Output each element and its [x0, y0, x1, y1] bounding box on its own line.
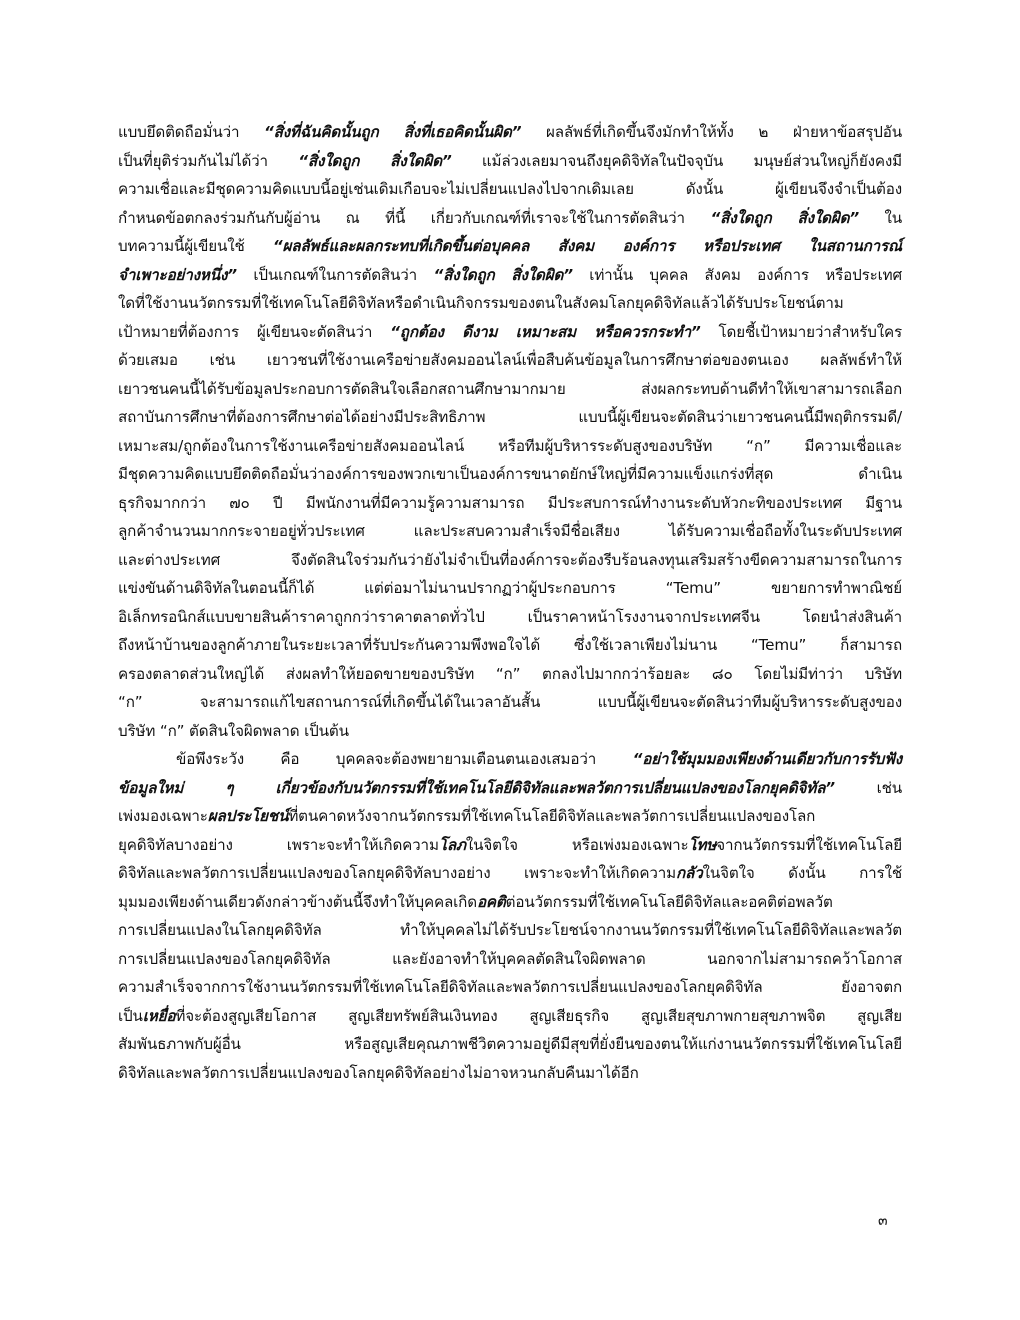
- text-line: [118, 859, 902, 888]
- page-number: ๓: [878, 1213, 888, 1229]
- text-line: [118, 147, 902, 176]
- text-line: [118, 1059, 902, 1088]
- text-line: [118, 289, 902, 318]
- document-body: [118, 118, 902, 1087]
- text-line: [118, 973, 902, 1002]
- emphasis-text: อคติ: [476, 892, 506, 911]
- body-text: ถึงหน้าบ้านของลูกค้าภายในระยะเวลาที่รับประกันความพึงพอใจได้ ซึ่งใช้เวลาเพียงไม่นาน “Temu” ก็สามารถ: [118, 636, 902, 654]
- body-text: อิเล็กทรอนิกส์แบบขายสินค้าราคาถูกกว่าราคาตลาดทั่วไป เป็นราคาหน้าโรงงานจากประเทศจีน โดยนำส่งสินค้า: [118, 607, 902, 626]
- body-text: ใน: [858, 208, 902, 227]
- body-text: บทความนี้ผู้เขียนใช้: [118, 237, 273, 255]
- body-text: การเปลี่ยนแปลงของโลกยุคดิจิทัล และยังอาจทำให้บุคคลตัดสินใจผิดพลาด นอกจากไม่สามารถคว้าโอกาส: [118, 949, 902, 968]
- text-line: [118, 660, 902, 689]
- text-line: [118, 802, 902, 831]
- text-line: [118, 489, 902, 518]
- body-text: ที่ตนคาดหวังจากนวัตกรรมที่ใช้เทคโนโลยีดิจิทัลและพลวัตการเปลี่ยนแปลงของโลก: [288, 807, 816, 825]
- body-text: ความสำเร็จจากการใช้งานนวัตกรรมที่ใช้เทคโนโลยีดิจิทัลและพลวัตการเปลี่ยนแปลงของโลกยุคดิจิทัล ยังอาจตก: [118, 978, 902, 996]
- text-line: [118, 432, 902, 461]
- body-text: ในจิตใจ หรือเพ่งมองเฉพาะ: [465, 835, 689, 854]
- body-text: เป็นเกณฑ์ในการตัดสินว่า: [236, 265, 434, 284]
- body-text: มีชุดความคิดแบบยึดติดถือมั่นว่าองค์การของพวกเขาเป็นองค์การขนาดยักษ์ใหญ่ที่มีความแข็งแกร่งที่สุด ดำเนิน: [118, 465, 902, 483]
- body-text: สถาบันการศึกษาที่ต้องการศึกษาต่อได้อย่างมีประสิทธิภาพ แบบนี้ผู้เขียนจะตัดสินว่าเยาวชนคนนี้มีพฤติกรรมดี/: [118, 408, 902, 426]
- text-line: [118, 118, 902, 147]
- text-line: [118, 603, 902, 632]
- emphasis-text: “อย่าใช้มุมมองเพียงด้านเดียวกับการรับฟัง: [632, 750, 902, 768]
- body-text: ธุรกิจมากกว่า ๗๐ ปี มีพนักงานที่มีความรู้ความสามารถ มีประสบการณ์ทำงานระดับหัวกะทิของประเทศ มีฐาน: [118, 493, 902, 512]
- text-line: [118, 517, 902, 546]
- text-line: [118, 204, 902, 233]
- emphasis-text: “สิ่งที่ฉันคิดนั้นถูก สิ่งที่เธอคิดนั้นผิด”: [264, 123, 522, 141]
- body-text: เยาวชนคนนี้ได้รับข้อมูลประกอบการตัดสินใจเลือกสถานศึกษามากมาย ส่งผลกระทบด้านดีทำให้เขาสามารถเลือก: [118, 379, 902, 398]
- body-text: โดยชี้เป้าหมายว่าสำหรับใคร: [700, 322, 902, 341]
- text-line: [118, 888, 902, 917]
- body-text: ผลลัพธ์ที่เกิดขึ้นจึงมักทำให้ทั้ง ๒ ฝ่ายหาข้อสรุปอัน: [521, 123, 902, 141]
- text-line: [118, 546, 902, 575]
- emphasis-text: เหยื่อ: [142, 1006, 176, 1025]
- body-text: ยุคดิจิทัลบางอย่าง เพราะจะทำให้เกิดความ: [118, 835, 439, 854]
- emphasis-text: โทษ: [688, 835, 717, 854]
- body-text: ในจิตใจ ดังนั้น การใช้: [702, 864, 902, 882]
- body-text: ต่อนวัตกรรมที่ใช้เทคโนโลยีดิจิทัลและอคติต่อพลวัต: [505, 892, 833, 911]
- text-line: [118, 375, 902, 404]
- text-line: [118, 574, 902, 603]
- text-line: [118, 460, 902, 489]
- text-line: [118, 1002, 902, 1031]
- text-line: [118, 745, 902, 774]
- body-text: จากนวัตกรรมที่ใช้เทคโนโลยี: [716, 835, 902, 854]
- body-text: ด้วยเสมอ เช่น เยาวชนที่ใช้งานเครือข่ายสังคมออนไลน์เพื่อสืบค้นข้อมูลในการศึกษาต่อของตนเอง ผลลัพธ์ทำให้: [118, 351, 902, 369]
- body-text: เท่านั้น บุคคล สังคม องค์การ หรือประเทศ: [572, 265, 902, 284]
- text-line: [118, 945, 902, 974]
- emphasis-text: จำเพาะอย่างหนึ่ง”: [118, 265, 237, 284]
- emphasis-text: “สิ่งใดถูก สิ่งใดผิด”: [433, 265, 573, 284]
- body-text: เช่น: [834, 778, 902, 797]
- emphasis-text: โลภ: [438, 835, 466, 854]
- emphasis-text: กลัว: [676, 864, 703, 882]
- body-text: บริษัท “ก” ตัดสินใจผิดพลาด เป็นต้น: [118, 721, 349, 740]
- text-line: [118, 346, 902, 375]
- body-text: ใดที่ใช้งานนวัตกรรมที่ใช้เทคโนโลยีดิจิทัลหรือดำเนินกิจกรรมของตนในสังคมโลกยุคดิจิทัลแล้วได้รับประโยชน์ตาม: [118, 294, 844, 312]
- body-text: เป็นที่ยุติร่วมกันไม่ได้ว่า: [118, 151, 299, 170]
- body-text: เป้าหมายที่ต้องการ ผู้เขียนจะตัดสินว่า: [118, 322, 391, 341]
- body-text: มุมมองเพียงด้านเดียวดังกล่าวข้างต้นนี้จึงทำให้บุคคลเกิด: [118, 892, 477, 911]
- body-text: แบบยึดติดถือมั่นว่า: [118, 123, 265, 141]
- body-text: ดิจิทัลและพลวัตการเปลี่ยนแปลงของโลกยุคดิจิทัลบางอย่าง เพราะจะทำให้เกิดความ: [118, 864, 677, 882]
- body-text: เพ่งมองเฉพาะ: [118, 807, 208, 825]
- text-line: [118, 261, 902, 290]
- emphasis-text: ข้อมูลใหม่ ๆ เกี่ยวข้องกับนวัตกรรมที่ใช้เทคโนโลยีดิจิทัลและพลวัตการเปลี่ยนแปลงของโลกยุคดิจิทัล”: [118, 778, 835, 797]
- text-line: [118, 774, 902, 803]
- body-text: ครองตลาดส่วนใหญ่ได้ ส่งผลทำให้ยอดขายของบริษัท “ก” ตกลงไปมากกว่าร้อยละ ๘๐ โดยไม่มีท่าว่า บริษัท: [118, 664, 902, 683]
- body-text: การเปลี่ยนแปลงในโลกยุคดิจิทัล ทำให้บุคคลไม่ได้รับประโยชน์จากงานนวัตกรรมที่ใช้เทคโนโลยีดิจิทัลและพลวัต: [118, 921, 902, 939]
- emphasis-text: “สิ่งใดถูก สิ่งใดผิด”: [298, 151, 452, 170]
- text-line: [118, 831, 902, 860]
- emphasis-text: ผลประโยชน์: [207, 807, 289, 825]
- body-text: ที่จะต้องสูญเสียโอกาส สูญเสียทรัพย์สินเงินทอง สูญเสียธุรกิจ สูญเสียสุขภาพกายสุขภาพจิต สูญเสีย: [175, 1006, 902, 1025]
- body-text: แม้ล่วงเลยมาจนถึงยุคดิจิทัลในปัจจุบัน มนุษย์ส่วนใหญ่ก็ยังคงมี: [451, 151, 902, 170]
- emphasis-text: “ถูกต้อง ดีงาม เหมาะสม หรือควรกระทำ”: [390, 322, 701, 341]
- text-line: [118, 232, 902, 261]
- body-text: ดิจิทัลและพลวัตการเปลี่ยนแปลงของโลกยุคดิจิทัลอย่างไม่อาจหวนกลับคืนมาได้อีก: [118, 1063, 639, 1082]
- text-line: [118, 916, 902, 945]
- emphasis-text: “สิ่งใดถูก สิ่งใดผิด”: [710, 208, 859, 227]
- body-text: เป็น: [118, 1006, 143, 1025]
- body-text: กำหนดข้อตกลงร่วมกันกับผู้อ่าน ณ ที่นี้ เกี่ยวกับเกณฑ์ที่เราจะใช้ในการตัดสินว่า: [118, 208, 711, 227]
- text-line: [118, 717, 902, 746]
- body-text: และต่างประเทศ จึงตัดสินใจร่วมกันว่ายังไม่จำเป็นที่องค์การจะต้องรีบร้อนลงทุนเสริมสร้างขีดความสามารถในการ: [118, 550, 902, 569]
- body-text: สัมพันธภาพกับผู้อื่น หรือสูญเสียคุณภาพชีวิตความอยู่ดีมีสุขที่ยั่งยืนของตนให้แก่งานนวัตกรรมที่ใช้เทคโนโลยี: [118, 1035, 902, 1053]
- body-text: แข่งขันด้านดิจิทัลในตอนนี้ก็ได้ แต่ต่อมาไม่นานปรากฏว่าผู้ประกอบการ “Temu” ขยายการทำพาณิชย์: [118, 579, 902, 597]
- body-text: “ก” จะสามารถแก้ไขสถานการณ์ที่เกิดขึ้นได้ในเวลาอันสั้น แบบนี้ผู้เขียนจะตัดสินว่าทีมผู้บริหารระดับสูงของ: [118, 693, 902, 711]
- emphasis-text: “ผลลัพธ์และผลกระทบที่เกิดขึ้นต่อบุคคล สังคม องค์การ หรือประเทศ ในสถานการณ์: [272, 237, 902, 255]
- text-line: [118, 318, 902, 347]
- text-line: [118, 175, 902, 204]
- text-line: [118, 631, 902, 660]
- body-text: เหมาะสม/ถูกต้องในการใช้งานเครือข่ายสังคมออนไลน์ หรือทีมผู้บริหารระดับสูงของบริษัท “ก” มีความเชื่อและ: [118, 436, 902, 455]
- text-line: [118, 403, 902, 432]
- body-text: ข้อพึงระวัง คือ บุคคลจะต้องพยายามเตือนตนเองเสมอว่า: [176, 750, 633, 768]
- text-line: [118, 688, 902, 717]
- body-text: ลูกค้าจำนวนมากกระจายอยู่ทั่วประเทศ และประสบความสำเร็จมีชื่อเสียง ได้รับความเชื่อถือทั้งในระดับประเทศ: [118, 522, 902, 540]
- body-text: ความเชื่อและมีชุดความคิดแบบนี้อยู่เช่นเดิมเกือบจะไม่เปลี่ยนแปลงไปจากเดิมเลย ดังนั้น ผู้เขียนจึงจำเป็นต้อง: [118, 180, 902, 198]
- text-line: [118, 1030, 902, 1059]
